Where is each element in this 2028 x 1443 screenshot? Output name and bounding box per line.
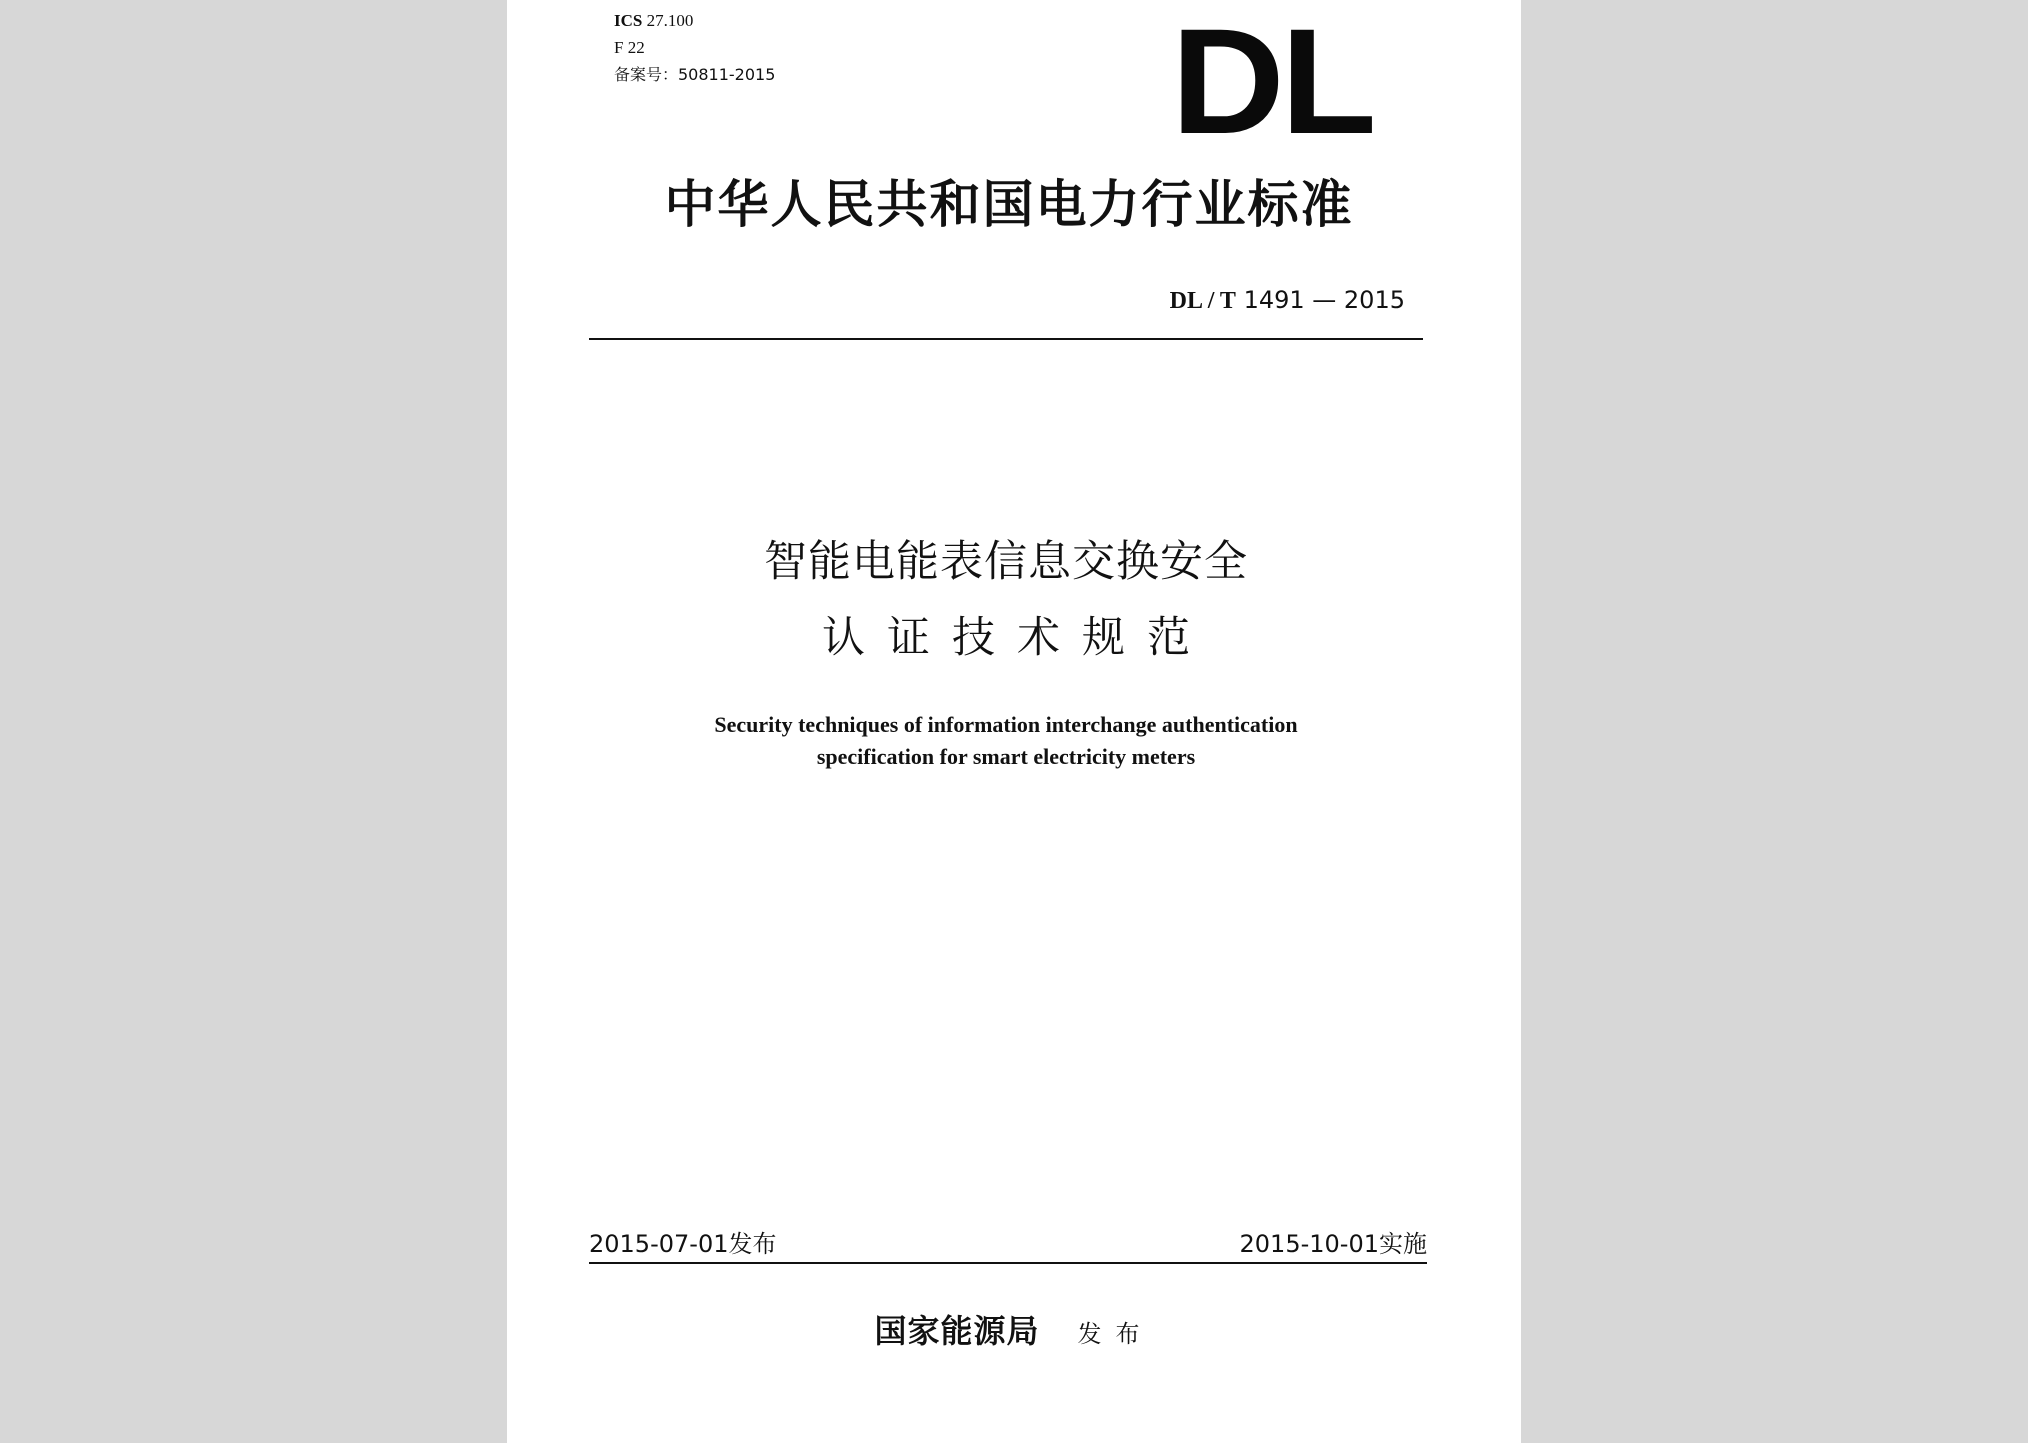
standard-code-prefix: DL / T: [1169, 288, 1236, 314]
english-title-line-2: specification for smart electricity meters: [816, 744, 1196, 769]
chinese-title-line-2: 认证技术规范: [822, 613, 1212, 663]
publisher-line: [507, 1311, 1521, 1357]
standard-code-number: 1491 — 2015: [1243, 286, 1405, 314]
ics-code: [614, 11, 693, 31]
issue-date: 2015-07-01发布: [589, 1230, 777, 1258]
header-divider: [589, 338, 1423, 340]
implementation-date: 2015-10-01实施: [1239, 1230, 1427, 1258]
document-page: [507, 0, 1521, 1443]
ics-value: 27.100: [646, 11, 694, 30]
ics-label: ICS: [614, 11, 643, 30]
publisher-organization: 国家能源局: [874, 1312, 1040, 1350]
standard-title: 中华人民共和国电力行业标准: [664, 175, 1354, 235]
chinese-title-line-1: 智能电能表信息交换安全: [764, 537, 1248, 587]
classification-code: F 22: [614, 38, 645, 57]
english-title-line-1: Security techniques of information interchange authentication: [714, 712, 1298, 737]
publisher-action: 发布: [1077, 1320, 1154, 1348]
dl-logo: DL: [1171, 20, 1373, 142]
registration-number: 备案号：50811-2015: [614, 65, 776, 84]
footer-divider: [589, 1262, 1427, 1264]
standard-code: [1170, 285, 1405, 316]
